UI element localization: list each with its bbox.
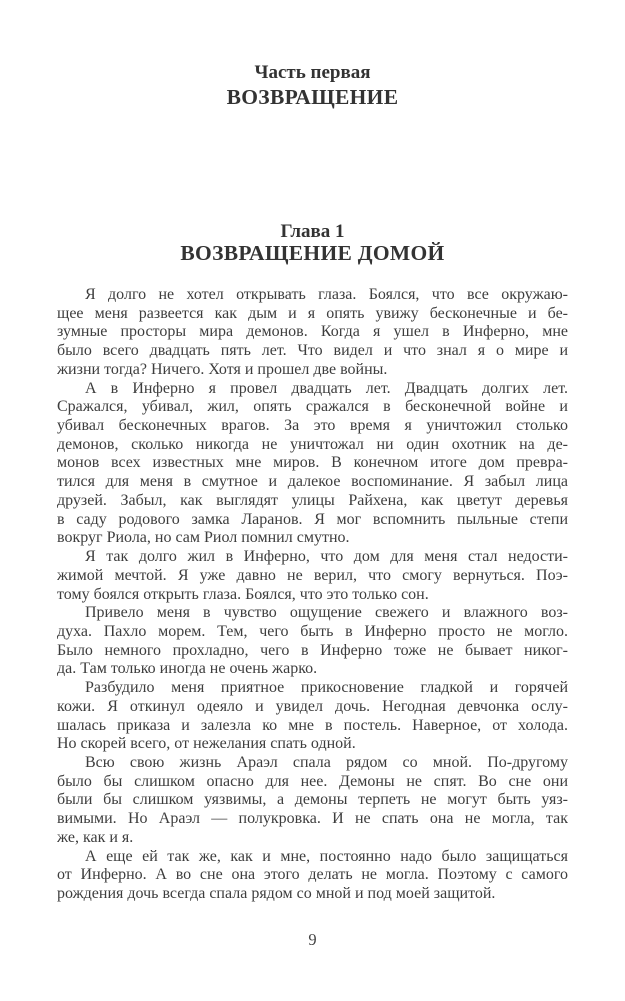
text-line: духа. Пахло морем. Тем, чего быть в Инферно просто не могло. [57, 622, 568, 640]
chapter-title: ВОЗВРАЩЕНИЕ ДОМОЙ [180, 241, 445, 265]
text-line: были бы слишком уязвимы, а демоны терпеть не могут быть уяз- [57, 791, 568, 809]
text-line: жимой мечтой. Я уже давно не верил, что смогу вернуться. Поэ- [57, 566, 568, 584]
text-line: вокруг Риола, но сам Риол помнил смутно. [57, 529, 350, 547]
paragraph [57, 286, 568, 380]
text-line: Всю свою жизнь Араэл спала рядом со мной. По-другому [85, 753, 568, 771]
paragraph [57, 604, 568, 679]
text-line: кожи. Я откинул одеяло и увидел дочь. Негодная девчонка ослу- [57, 697, 568, 715]
chapter-kicker: Глава 1 [280, 221, 345, 242]
text-line: А еще ей так же, как и мне, постоянно надо было защищаться [85, 847, 568, 865]
text-line: вимыми. Но Араэл — полукровка. И не спать она не могла, так [57, 810, 568, 828]
text-line: да. Там только иногда не очень жарко. [57, 660, 318, 678]
text-line: в саду родового замка Ларанов. Я мог вспомнить пыльные степи [57, 510, 568, 528]
text-line: от Инферно. А во сне она этого делать не могла. Поэтому с самого [57, 866, 568, 884]
part-kicker: Часть первая [254, 62, 371, 83]
text-line: Я так долго жил в Инферно, что дом для меня стал недости- [85, 548, 568, 566]
text-line: друзей. Забыл, как выглядят улицы Райхена, как цветут деревья [57, 491, 568, 509]
text-line: Я долго не хотел открывать глаза. Боялся, что все окружаю- [85, 286, 568, 303]
text-line: щее меня развеется как дым и я опять увижу бесконечные и бе- [57, 304, 568, 322]
paragraph [57, 754, 568, 848]
text-line: тился для меня в смутное и далекое воспоминание. Я забыл лица [57, 473, 568, 491]
text-line: Сражался, убивал, жил, опять сражался в бесконечной войне и [57, 398, 568, 416]
paragraph [57, 380, 568, 548]
text-line: демонов, сколько никогда не уничтожал ни один охотник на де- [57, 435, 568, 453]
paragraph [57, 848, 568, 904]
text-line: шалась приказа и залезла ко мне в постель. Наверное, от холода. [57, 716, 568, 734]
body-text [57, 286, 568, 904]
text-line: было всего двадцать пять лет. Что видел и что знал я о мире и [57, 342, 568, 360]
text-line: зумные просторы мира демонов. Когда я ушел в Инферно, мне [57, 323, 568, 341]
text-line: убивал бесконечных врагов. За это время я уничтожил столько [57, 417, 568, 435]
page-number: 9 [308, 930, 317, 949]
text-line: же, как и я. [57, 828, 134, 846]
text-line: Привело меня в чувство ощущение свежего и влажного воз- [85, 604, 568, 622]
text-line: Было немного прохладно, чего в Инферно тоже не бывает никог- [57, 641, 568, 659]
text-line: тому боялся открыть глаза. Боялся, что это только сон. [57, 585, 429, 603]
text-line: Но скорей всего, от нежелания спать одной. [57, 735, 356, 753]
paragraph [57, 679, 568, 754]
text-line: рождения дочь всегда спала рядом со мной и под моей защитой. [57, 885, 496, 902]
text-line: жизни тогда? Ничего. Хотя и прошел две войны. [57, 360, 388, 378]
paragraph [57, 548, 568, 604]
text-line: монов всех известных мне миров. В конечном итоге дом превра- [57, 454, 568, 472]
part-title: ВОЗВРАЩЕНИЕ [226, 85, 399, 109]
text-line: А в Инферно я провел двадцать лет. Двадцать долгих лет. [85, 379, 568, 397]
text-line: Разбудило меня приятное прикосновение гладкой и горячей [85, 679, 568, 697]
text-line: было бы слишком опасно для нее. Демоны не спят. Во сне они [57, 772, 568, 790]
